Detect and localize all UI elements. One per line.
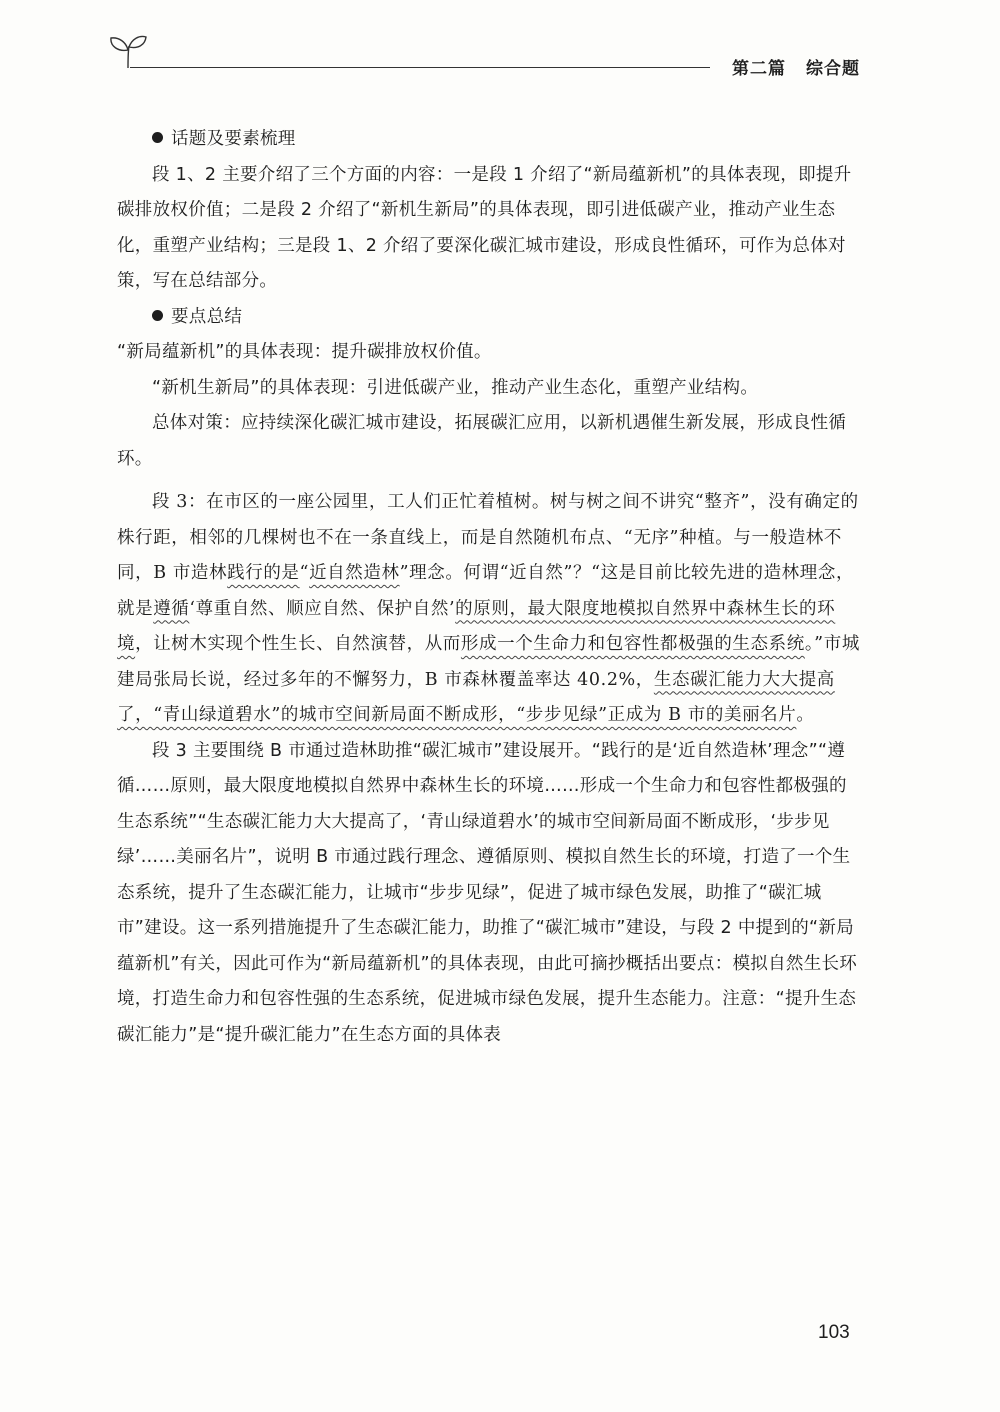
summary-heading [117,300,860,336]
topic-heading [117,122,860,158]
summary-heading-text: 要点总结 [171,306,243,327]
topic-heading-text: 话题及要素梳理 [171,129,296,149]
header-part: 第二篇 [732,59,786,79]
case-text: ，让树木实现个性生长、自然演替，从而 [135,634,461,654]
wavy-underline-text: 遵循 [153,598,190,619]
spacer [117,477,860,485]
page-body [117,122,860,1053]
case-text: 段 3：在市区的一座公园里，工人们正忙着植树。树与树之间不讲究“整齐”，没有确定的株行距，相邻的几棵树也不在一条直线上，而是自然随机布点、“无序”种植。与一般造林不同，B 市造林 [117,492,859,583]
case-text: 。”市城建局张局长说，经过多年的不懈努力，B 市森林覆盖率达 40.2%， [117,634,860,690]
wavy-underline-text: 的原则，最大限度地模拟自然界中森林生长的环境 [117,598,836,654]
bullet-icon [152,132,163,143]
wavy-underline-text: 践行的是 [227,563,300,583]
bullet-icon [152,310,163,321]
analysis-paragraph: 段 3 主要围绕 B 市通过造林助推“碳汇城市”建设展开。“践行的是‘近自然造林’理念”“遵循……原则，最大限度地模拟自然界中森林生长的环境……形成一个生命力和包容性都极强的生态系统”“生态碳汇能力大大提高了，‘青山绿道碧水’的城市空间新局面不断成形，‘步步见绿’……美丽名片”，说明 B 市通过践行理念、遵循原则、模拟自然生长的环境，打造了一个生态系统，提升了生态碳汇能力，让城市“步步见绿”，促进了城市绿色发展，助推了“碳汇城市”建设。这一系列措施提升了生态碳汇能力，助推了“碳汇城市”建设，与段 2 中提到的“新局蕴新机”有关，因此可作为“新局蕴新机”的具体表现，由此可摘抄概括出要点：模拟自然生长环境，打造生命力和包容性强的生态系统，促进城市绿色发展，提升生态能力。注意：“提升生态碳汇能力”是“提升碳汇能力”在生态方面的具体表 [117,740,858,1045]
summary-item: 总体对策：应持续深化碳汇城市建设，拓展碳汇应用，以新机遇催生新发展，形成良性循环。 [117,413,847,469]
case-paragraph [117,485,860,734]
summary-item: “新机生新局”的具体表现：引进低碳产业，推动产业生态化，重塑产业结构。 [152,377,759,398]
case-text: ”理念。何谓“近自然”？“这是目前比较先进的造林理念，就是 [117,563,855,619]
case-text: 。 [796,705,815,725]
summary-item: “新局蕴新机”的具体表现：提升碳排放权价值。 [117,342,492,362]
wavy-underline-text: 生态碳汇能力大大提高了，“青山绿道碧水”的城市空间新局面不断成形，“步步见绿”正成为 B 市的美丽名片 [117,669,835,725]
sprout-icon [108,34,148,70]
wavy-underline-text: 近自然造林 [309,563,400,583]
case-text: ‘尊重自然、顺应自然、保护自然’ [189,598,456,619]
page-number: 103 [818,1322,850,1343]
case-text: “ [299,563,310,583]
header-rule [130,67,710,68]
header-title [732,54,860,79]
topic-paragraph: 段 1、2 主要介绍了三个方面的内容：一是段 1 介绍了“新局蕴新机”的具体表现，即提升碳排放权价值；二是段 2 介绍了“新机生新局”的具体表现，即引进低碳产业，推动产业生态化，重塑产业结构；三是段 1、2 介绍了要深化碳汇城市建设，形成良性循环，可作为总体对策，写在总结部分。 [117,164,852,291]
header-section: 综合题 [806,59,860,79]
wavy-underline-text: 形成一个生命力和包容性都极强的生态系统 [460,634,805,654]
page-header [108,30,860,90]
